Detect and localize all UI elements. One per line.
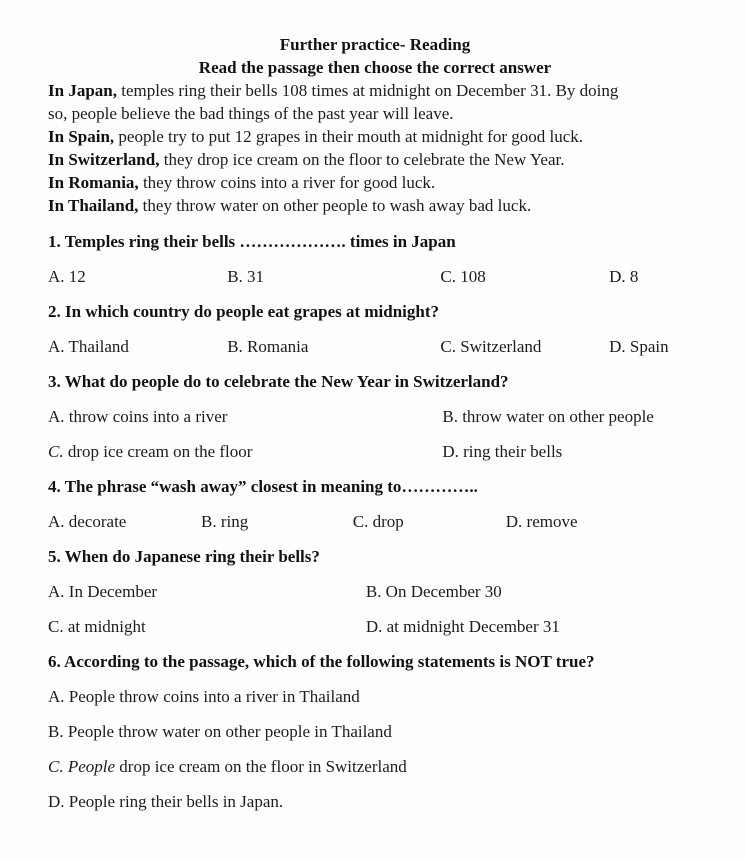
question-3-option-a: A. throw coins into a river [48, 407, 228, 426]
passage-line [48, 148, 702, 171]
question-1-option-a: A. 12 [48, 267, 86, 286]
question-6-options [48, 685, 702, 813]
question-2-prompt: 2. In which country do people eat grapes at midnight? [48, 302, 440, 321]
question-1-prompt: 1. Temples ring their bells ………………. times in Japan [48, 232, 456, 251]
passage-text: so, people believe the bad things of the past year will leave. [48, 104, 454, 123]
passage-line [48, 79, 702, 102]
question-4-option-c: C. drop [352, 512, 404, 531]
passage-text: they throw coins into a river for good luck. [138, 173, 436, 192]
worksheet-subtitle: Read the passage then choose the correct answer [198, 58, 552, 77]
question-2-option-a: A. Thailand [48, 337, 129, 356]
passage-text: they drop ice cream on the floor to celebrate the New Year. [159, 150, 565, 169]
passage-line [48, 125, 702, 148]
question-1 [48, 230, 702, 288]
question-6-option-d: D. People ring their bells in Japan. [48, 792, 284, 811]
question-4-option-a: A. decorate [48, 512, 127, 531]
questions-section [48, 230, 702, 813]
question-3-option-c: C. drop ice cream on the floor [48, 442, 253, 461]
question-6-option-c: C. People drop ice cream on the floor in Switzerland [48, 757, 407, 776]
question-6-prompt: 6. According to the passage, which of the following statements is NOT true? [48, 652, 595, 671]
question-5-option-a: A. In December [48, 582, 158, 601]
passage-text: they throw water on other people to wash away bad luck. [138, 196, 532, 215]
question-3 [48, 370, 702, 463]
question-5-options [48, 580, 702, 638]
question-1-options [48, 265, 702, 288]
question-5 [48, 545, 702, 638]
question-4-options [48, 510, 702, 533]
passage-country-switzerland: In Switzerland, [48, 150, 160, 169]
question-4-option-d: D. remove [505, 512, 578, 531]
worksheet-title: Further practice- Reading [279, 35, 471, 54]
question-3-prompt: 3. What do people do to celebrate the New Year in Switzerland? [48, 372, 509, 391]
reading-passage [48, 79, 702, 217]
question-4 [48, 475, 702, 533]
question-5-option-c: C. at midnight [48, 617, 146, 636]
passage-line [48, 194, 702, 217]
passage-line [48, 102, 702, 125]
question-5-option-b: B. On December 30 [365, 582, 502, 601]
question-6-option-a: A. People throw coins into a river in Thailand [48, 687, 360, 706]
question-2-option-d: D. Spain [609, 337, 669, 356]
passage-country-spain: In Spain, [48, 127, 115, 146]
passage-text: people try to put 12 grapes in their mouth at midnight for good luck. [114, 127, 584, 146]
question-1-option-b: B. 31 [227, 267, 265, 286]
question-4-option-b: B. ring [201, 512, 249, 531]
question-3-options [48, 405, 702, 463]
passage-country-romania: In Romania, [48, 173, 139, 192]
question-6 [48, 650, 702, 813]
question-5-prompt: 5. When do Japanese ring their bells? [48, 547, 320, 566]
passage-country-thailand: In Thailand, [48, 196, 139, 215]
question-2-option-c: C. Switzerland [440, 337, 542, 356]
question-1-option-d: D. 8 [609, 267, 639, 286]
question-2-options [48, 335, 702, 358]
question-5-option-d: D. at midnight December 31 [365, 617, 560, 636]
question-6-option-b: B. People throw water on other people in Thailand [48, 722, 392, 741]
question-1-option-c: C. 108 [440, 267, 486, 286]
question-2-option-b: B. Romania [227, 337, 309, 356]
passage-text: temples ring their bells 108 times at midnight on December 31. By doing [116, 81, 619, 100]
question-3-option-d: D. ring their bells [442, 442, 563, 461]
question-4-prompt: 4. The phrase “wash away” closest in meaning to………….. [48, 477, 478, 496]
question-2 [48, 300, 702, 358]
question-3-option-b: B. throw water on other people [442, 407, 654, 426]
passage-country-japan: In Japan, [48, 81, 117, 100]
passage-line [48, 171, 702, 194]
